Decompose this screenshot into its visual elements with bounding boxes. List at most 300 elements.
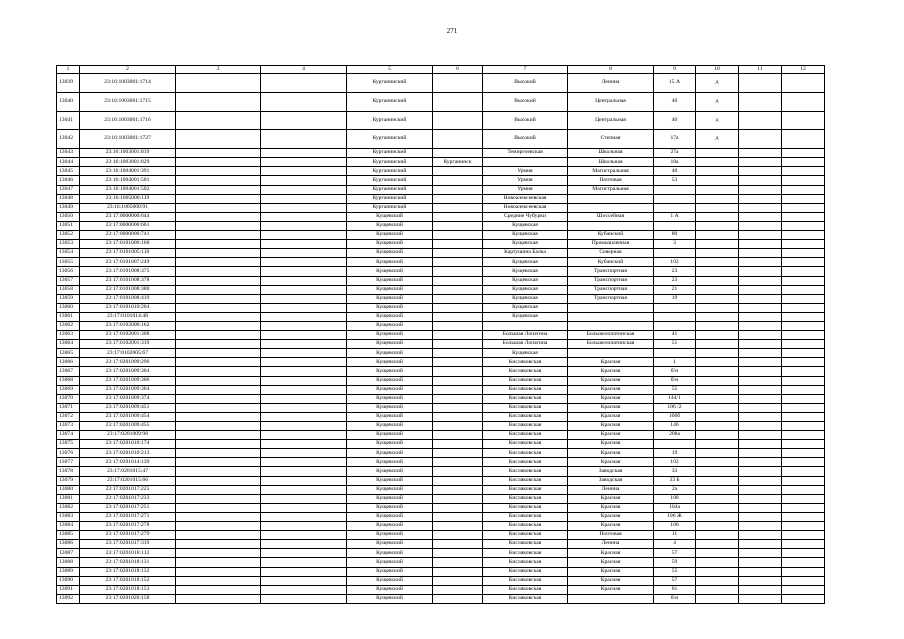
table-cell: 2а xyxy=(654,485,696,494)
table-cell xyxy=(261,494,347,503)
table-cell: 59 xyxy=(654,558,696,567)
table-cell xyxy=(261,130,347,149)
table-cell: Курганинск xyxy=(433,158,483,167)
table-cell: 13071 xyxy=(57,403,80,412)
table-cell: 13047 xyxy=(57,185,80,194)
table-cell: Кущевский xyxy=(347,558,433,567)
table-cell: Кубанский xyxy=(568,231,654,240)
table-cell xyxy=(261,458,347,467)
table-cell: Кисляковская xyxy=(483,558,568,567)
table-cell: 13052 xyxy=(57,231,80,240)
table-cell: Шоссейная xyxy=(568,212,654,221)
table-cell: Красная xyxy=(568,585,654,594)
table-row xyxy=(57,585,825,594)
table-cell: Кисляковская xyxy=(483,567,568,576)
table-cell xyxy=(739,249,782,258)
table-cell xyxy=(696,549,739,558)
table-cell: 23:16:1003001:1715 xyxy=(80,92,176,111)
table-cell xyxy=(782,111,825,130)
table-cell: 23:16:1004001:502 xyxy=(80,185,176,194)
table-cell xyxy=(433,349,483,358)
table-cell xyxy=(739,258,782,267)
table-cell xyxy=(261,267,347,276)
table-cell: Кисляковская xyxy=(483,549,568,558)
table-cell xyxy=(696,240,739,249)
table-cell: 13083 xyxy=(57,512,80,521)
table-cell xyxy=(739,212,782,221)
table-cell: Кущевская xyxy=(483,294,568,303)
table-row xyxy=(57,249,825,258)
table-cell: Курганинский xyxy=(347,74,433,93)
table-cell: Ленина xyxy=(568,485,654,494)
table-cell xyxy=(739,312,782,321)
table-cell: Красная xyxy=(568,522,654,531)
table-cell xyxy=(433,540,483,549)
table-cell xyxy=(433,567,483,576)
table-cell xyxy=(739,467,782,476)
table-cell xyxy=(696,431,739,440)
table-cell xyxy=(433,92,483,111)
table-cell xyxy=(176,567,261,576)
table-cell: Высокий xyxy=(483,92,568,111)
table-cell: Кущевский xyxy=(347,458,433,467)
table-cell: Заводская xyxy=(568,476,654,485)
table-cell: 11 xyxy=(654,531,696,540)
table-cell xyxy=(176,458,261,467)
table-cell: Высокий xyxy=(483,74,568,93)
table-cell xyxy=(782,585,825,594)
table-cell xyxy=(739,267,782,276)
table-cell xyxy=(739,130,782,149)
table-cell: Почтовая xyxy=(568,176,654,185)
table-cell: 23:16:1003001:1716 xyxy=(80,111,176,130)
table-cell xyxy=(176,540,261,549)
table-cell: 23:17:0201009:364 xyxy=(80,385,176,394)
table-cell xyxy=(696,449,739,458)
table-cell xyxy=(696,158,739,167)
table-cell: Новоалексеевская xyxy=(483,194,568,203)
table-cell xyxy=(696,276,739,285)
table-cell: 23:16:1005000:119 xyxy=(80,194,176,203)
table-cell: Кущевский xyxy=(347,531,433,540)
table-cell: 13045 xyxy=(57,167,80,176)
table-cell: д xyxy=(696,74,739,93)
table-cell: 23:16:1003001:1727 xyxy=(80,130,176,149)
table-row xyxy=(57,312,825,321)
table-cell xyxy=(433,340,483,349)
table-cell xyxy=(739,303,782,312)
table-cell: 23:17:0201009:296 xyxy=(80,358,176,367)
table-cell: Кисляковская xyxy=(483,540,568,549)
table-cell xyxy=(176,321,261,330)
table-cell xyxy=(483,158,568,167)
table-cell: Транспортная xyxy=(568,285,654,294)
table-cell: Кущевская xyxy=(483,303,568,312)
table-cell: 13053 xyxy=(57,240,80,249)
table-cell: 102 xyxy=(654,258,696,267)
table-cell xyxy=(739,440,782,449)
table-cell: Транспортная xyxy=(568,267,654,276)
table-cell xyxy=(739,167,782,176)
table-cell: Урмия xyxy=(483,167,568,176)
table-cell: 13091 xyxy=(57,585,80,594)
table-row xyxy=(57,267,825,276)
table-row xyxy=(57,331,825,340)
table-cell xyxy=(739,385,782,394)
table-cell: 55 xyxy=(654,567,696,576)
table-cell: Кущевская xyxy=(483,276,568,285)
table-cell xyxy=(261,376,347,385)
table-row xyxy=(57,522,825,531)
table-cell xyxy=(433,522,483,531)
table-cell: Кисляковская xyxy=(483,403,568,412)
table-cell: 13066 xyxy=(57,358,80,367)
table-cell: Кисляковская xyxy=(483,367,568,376)
table-row xyxy=(57,185,825,194)
table-cell xyxy=(433,403,483,412)
table-cell: 13049 xyxy=(57,203,80,212)
table-cell xyxy=(739,194,782,203)
table-cell xyxy=(176,285,261,294)
table-cell xyxy=(568,594,654,603)
table-cell: Высокий xyxy=(483,130,568,149)
table-cell: 23:17:0201017:278 xyxy=(80,522,176,531)
table-cell xyxy=(782,558,825,567)
table-cell xyxy=(261,158,347,167)
table-cell: 18а xyxy=(654,158,696,167)
table-cell xyxy=(261,349,347,358)
column-header: 10 xyxy=(696,66,739,74)
table-cell xyxy=(739,403,782,412)
table-cell: Красная xyxy=(568,412,654,421)
table-cell xyxy=(433,449,483,458)
table-row xyxy=(57,549,825,558)
table-cell: 23:16:1004001:391 xyxy=(80,167,176,176)
table-cell: 13059 xyxy=(57,294,80,303)
table-cell: Красная xyxy=(568,512,654,521)
table-cell xyxy=(433,303,483,312)
table-cell: 13086 xyxy=(57,540,80,549)
table-cell xyxy=(739,276,782,285)
table-cell xyxy=(739,376,782,385)
table-cell xyxy=(654,203,696,212)
table-cell xyxy=(433,331,483,340)
table-cell: 13084 xyxy=(57,522,80,531)
table-cell: Красная xyxy=(568,458,654,467)
table-cell: Красная xyxy=(568,503,654,512)
table-cell xyxy=(176,130,261,149)
table-cell xyxy=(261,358,347,367)
table-cell xyxy=(433,394,483,403)
table-cell xyxy=(176,231,261,240)
table-cell: д xyxy=(696,92,739,111)
table-cell: 23:17:0101008:378 xyxy=(80,276,176,285)
table-cell: 13079 xyxy=(57,476,80,485)
table-cell: Курганинский xyxy=(347,167,433,176)
table-cell xyxy=(696,558,739,567)
table-cell xyxy=(261,412,347,421)
table-cell xyxy=(782,158,825,167)
table-cell xyxy=(261,522,347,531)
table-cell: 13082 xyxy=(57,503,80,512)
table-cell xyxy=(261,540,347,549)
table-cell: Курганинский xyxy=(347,185,433,194)
table-cell xyxy=(433,285,483,294)
table-cell: Кущевский xyxy=(347,485,433,494)
table-cell xyxy=(739,503,782,512)
table-cell: 23:17:0102001:319 xyxy=(80,340,176,349)
table-cell: 40 xyxy=(654,92,696,111)
table-cell: Кисляковская xyxy=(483,467,568,476)
table-cell: Красная xyxy=(568,449,654,458)
table-cell xyxy=(261,258,347,267)
table-cell xyxy=(782,130,825,149)
table-cell: 23:17:0101007:249 xyxy=(80,258,176,267)
table-cell: Кущевский xyxy=(347,385,433,394)
table-cell: б/н xyxy=(654,376,696,385)
table-cell: Большая Лопатина xyxy=(483,340,568,349)
table-cell: Кущевский xyxy=(347,594,433,603)
table-cell xyxy=(261,312,347,321)
table-row xyxy=(57,540,825,549)
table-cell xyxy=(261,231,347,240)
table-cell xyxy=(654,312,696,321)
table-cell xyxy=(696,512,739,521)
table-cell xyxy=(433,549,483,558)
table-cell: Красная xyxy=(568,494,654,503)
table-row xyxy=(57,231,825,240)
table-cell: 146 xyxy=(654,422,696,431)
table-cell: Красная xyxy=(568,367,654,376)
table-cell: 104а xyxy=(654,503,696,512)
table-cell xyxy=(739,412,782,421)
table-row xyxy=(57,458,825,467)
table-cell: 13058 xyxy=(57,285,80,294)
table-cell: Кущевский xyxy=(347,267,433,276)
table-cell: Кущевский xyxy=(347,549,433,558)
table-cell xyxy=(696,367,739,376)
table-cell xyxy=(739,221,782,230)
table-cell xyxy=(176,258,261,267)
table-cell: Кисляковская xyxy=(483,494,568,503)
table-cell xyxy=(782,221,825,230)
table-cell: 13044 xyxy=(57,158,80,167)
table-cell: Центральная xyxy=(568,92,654,111)
table-cell: Курганинский xyxy=(347,111,433,130)
table-cell: 23:17:0201018:153 xyxy=(80,585,176,594)
table-cell xyxy=(696,540,739,549)
table-cell xyxy=(176,221,261,230)
table-cell: Кисляковская xyxy=(483,358,568,367)
table-cell xyxy=(568,349,654,358)
table-cell: Кущевская xyxy=(483,221,568,230)
table-cell: Кущевская xyxy=(483,258,568,267)
table-cell: 13078 xyxy=(57,467,80,476)
table-cell: 23:17:0201020:158 xyxy=(80,594,176,603)
table-cell xyxy=(782,449,825,458)
table-cell xyxy=(739,585,782,594)
table-cell: Кущевский xyxy=(347,249,433,258)
table-cell xyxy=(176,412,261,421)
table-cell xyxy=(739,203,782,212)
table-cell xyxy=(739,449,782,458)
table-row xyxy=(57,403,825,412)
table-cell: Кисляковская xyxy=(483,422,568,431)
table-cell: 13061 xyxy=(57,312,80,321)
table-cell: 13072 xyxy=(57,412,80,421)
table-row xyxy=(57,258,825,267)
page-number: 271 xyxy=(446,27,458,35)
table-cell xyxy=(782,540,825,549)
table-cell xyxy=(433,249,483,258)
table-row xyxy=(57,212,825,221)
table-cell xyxy=(696,212,739,221)
table-cell: 40 xyxy=(654,167,696,176)
table-cell xyxy=(782,485,825,494)
table-cell xyxy=(176,422,261,431)
table-cell: 23:17:0101005:110 xyxy=(80,249,176,258)
table-cell xyxy=(696,176,739,185)
table-cell xyxy=(261,476,347,485)
table-cell: Курганинский xyxy=(347,176,433,185)
table-cell: 13055 xyxy=(57,258,80,267)
table-cell xyxy=(696,394,739,403)
table-cell: Заводская xyxy=(568,467,654,476)
table-cell: 13060 xyxy=(57,303,80,312)
table-cell: 80 xyxy=(654,231,696,240)
table-cell xyxy=(433,294,483,303)
table-cell xyxy=(782,549,825,558)
table-cell xyxy=(739,494,782,503)
table-cell xyxy=(782,285,825,294)
table-cell: 13090 xyxy=(57,576,80,585)
table-cell: 13088 xyxy=(57,558,80,567)
table-cell xyxy=(654,349,696,358)
table-cell xyxy=(782,503,825,512)
table-cell: Красная xyxy=(568,385,654,394)
table-cell xyxy=(261,512,347,521)
table-cell xyxy=(782,385,825,394)
table-cell: 13050 xyxy=(57,212,80,221)
table-cell xyxy=(433,358,483,367)
table-cell xyxy=(176,267,261,276)
table-cell xyxy=(433,503,483,512)
table-cell: б/н xyxy=(654,594,696,603)
table-cell xyxy=(739,294,782,303)
table-cell: Кущевский xyxy=(347,512,433,521)
table-cell: Кубанский xyxy=(568,258,654,267)
table-cell: Кисляковская xyxy=(483,522,568,531)
table-cell: Кисляковская xyxy=(483,476,568,485)
table-cell: 23:16:1003001:1714 xyxy=(80,74,176,93)
table-cell: Кущевский xyxy=(347,403,433,412)
table-cell xyxy=(176,312,261,321)
table-cell xyxy=(433,485,483,494)
table-cell xyxy=(782,294,825,303)
table-cell: Кущевский xyxy=(347,358,433,367)
table-cell xyxy=(433,267,483,276)
table-cell: Кущевский xyxy=(347,412,433,421)
table-cell xyxy=(261,467,347,476)
table-cell xyxy=(176,485,261,494)
table-cell xyxy=(782,476,825,485)
table-cell: Курганинский xyxy=(347,92,433,111)
table-cell xyxy=(739,158,782,167)
table-cell xyxy=(782,412,825,421)
table-cell xyxy=(782,394,825,403)
table-cell xyxy=(654,185,696,194)
table-cell xyxy=(782,194,825,203)
table-cell: 23:17:0201009:374 xyxy=(80,394,176,403)
table-cell xyxy=(176,194,261,203)
table-cell xyxy=(568,303,654,312)
table-cell xyxy=(433,321,483,330)
table-cell xyxy=(433,194,483,203)
table-cell xyxy=(433,412,483,421)
table-cell: Кущевский xyxy=(347,503,433,512)
table-cell xyxy=(176,576,261,585)
table-row xyxy=(57,376,825,385)
table-cell: 21 xyxy=(654,285,696,294)
table-cell xyxy=(261,558,347,567)
table-cell: 13041 xyxy=(57,111,80,130)
table-cell xyxy=(696,294,739,303)
table-cell: 13081 xyxy=(57,494,80,503)
table-cell xyxy=(782,531,825,540)
table-cell: Магистральная xyxy=(568,185,654,194)
table-cell xyxy=(433,476,483,485)
table-cell xyxy=(696,149,739,158)
table-cell xyxy=(261,303,347,312)
table-cell: Кущевская xyxy=(483,267,568,276)
table-cell: Урмия xyxy=(483,185,568,194)
table-cell: Кисляковская xyxy=(483,576,568,585)
table-cell xyxy=(739,594,782,603)
table-cell xyxy=(176,549,261,558)
table-cell: 23:16:1005000:91 xyxy=(80,203,176,212)
table-cell xyxy=(782,458,825,467)
table-cell xyxy=(782,431,825,440)
table-row xyxy=(57,158,825,167)
table-row xyxy=(57,340,825,349)
table-cell: 1 А xyxy=(654,212,696,221)
table-cell: Кущевский xyxy=(347,231,433,240)
table-cell: 23:17:0201018:112 xyxy=(80,549,176,558)
table-cell xyxy=(696,522,739,531)
table-cell: Ленина xyxy=(568,74,654,93)
table-row xyxy=(57,394,825,403)
table-cell: 23:16:1003001:829 xyxy=(80,158,176,167)
table-cell: 13075 xyxy=(57,440,80,449)
table-cell xyxy=(782,185,825,194)
table-cell: Транспортная xyxy=(568,276,654,285)
table-cell: Почтовая xyxy=(568,531,654,540)
table-cell xyxy=(696,231,739,240)
table-cell: 23:16:1003001:819 xyxy=(80,149,176,158)
table-cell: Кущевский xyxy=(347,303,433,312)
table-cell: Кущевский xyxy=(347,540,433,549)
table-cell: Кущевская xyxy=(483,231,568,240)
table-cell xyxy=(176,249,261,258)
table-cell: Курганинский xyxy=(347,194,433,203)
table-cell xyxy=(261,585,347,594)
table-cell xyxy=(261,385,347,394)
table-cell xyxy=(696,221,739,230)
table-cell: 23:17:0101008:375 xyxy=(80,267,176,276)
table-cell xyxy=(261,576,347,585)
table-cell: 106б xyxy=(654,412,696,421)
table-cell xyxy=(176,558,261,567)
